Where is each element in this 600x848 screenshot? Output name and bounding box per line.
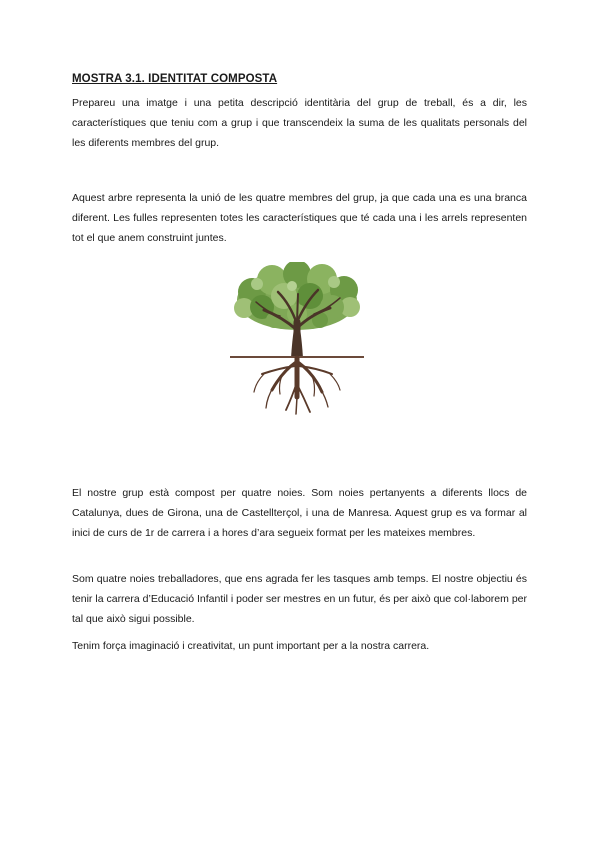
tree-trunk bbox=[291, 328, 303, 358]
page-title: MOSTRA 3.1. IDENTITAT COMPOSTA bbox=[72, 73, 278, 85]
paragraph-group-composition: El nostre grup està compost per quatre noies. Som noies pertanyents a diferents llocs de Catalunya, dues de Girona, una de Castellterçol, i una de Manresa. Aquest grup es va formar al inici de curs de 1r de carrera i a hores d’ara segueix format per les mateixes membres. bbox=[72, 487, 527, 539]
paragraph-instructions: Prepareu una imatge i una petita descripció identitària del grup de treball, és a dir, les característiques que teniu com a grup i que transcendeix la suma de les qualitats personals del les diferents membres del grup. bbox=[72, 97, 527, 149]
paragraph-group-creativity: Tenim força imaginació i creativitat, un punt important per a la nostra carrera. bbox=[72, 640, 430, 652]
tree-image bbox=[222, 262, 372, 417]
tree-roots bbox=[254, 358, 340, 414]
paragraph-tree-description: Aquest arbre representa la unió de les quatre membres del grup, ja que cada una es una branca diferent. Les fulles representen totes les característiques que té cada una i les arrels representen tot el que anem construint juntes. bbox=[72, 192, 527, 244]
paragraph-group-objective: Som quatre noies treballadores, que ens agrada fer les tasques amb temps. El nostre objectiu és tenir la carrera d’Educació Infantil i poder ser mestres en un futur, és per això que col·laborem per tal que això sigui possible. bbox=[72, 573, 527, 625]
tree-with-roots-icon bbox=[222, 262, 372, 417]
